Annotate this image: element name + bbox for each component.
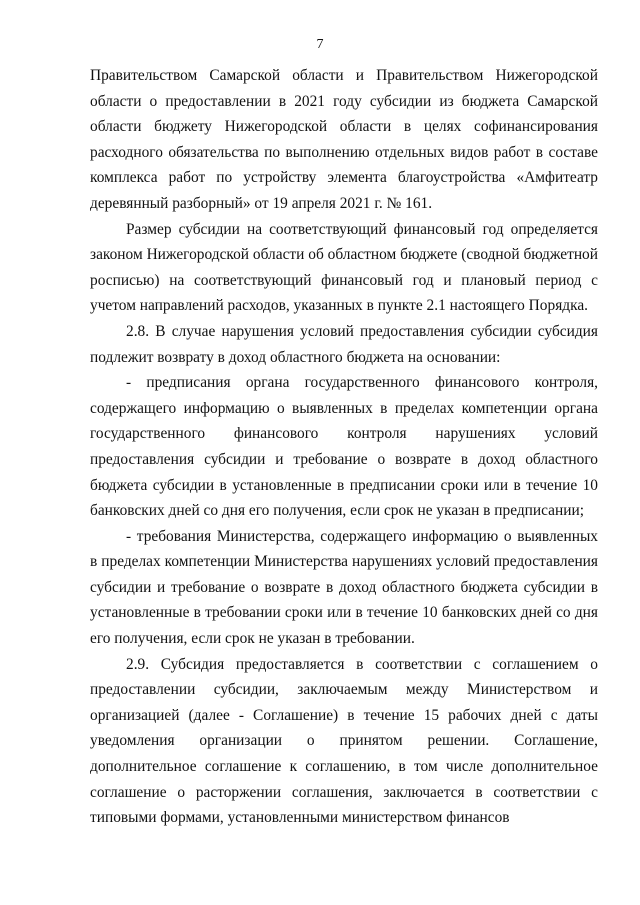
- list-item-prescription: - предписания органа государственного финансового контроля, содержащего информацию о выявленных в пределах компетенции органа государственного финансового контроля нарушениях условий предоставления субсидии и требование о возврате в доход областного бюджета субсидии в установленные в предписании сроки или в течение 10 банковских дней со дня его получения, если срок не указан в предписании;: [90, 374, 598, 520]
- paragraph-agreement-continuation: Правительством Самарской области и Правительством Нижегородской области о предоставлении в 2021 году субсидии из бюджета Самарской области бюджету Нижегородской области в целях софинансирования расходного обязательства по выполнению отдельных видов работ в составе комплекса работ по устройству элемента благоустройства «Амфитеатр деревянный разборный» от 19 апреля 2021 г. № 161.: [90, 67, 598, 212]
- paragraph-subsidy-amount: Размер субсидии на соответствующий финансовый год определяется законом Нижегородской области об областном бюджете (сводной бюджетной росписью) на соответствующий финансовый год и плановый период с учетом направлений расходов, указанных в пункте 2.1 настоящего Порядка.: [90, 220, 598, 315]
- paragraph-2-9: 2.9. Субсидия предоставляется в соответствии с соглашением о предоставлении субсидии, заключаемым между Министерством и организацией (далее - Соглашение) в течение 15 рабочих дней с даты уведомления организации о принятом решении. Соглашение, дополнительное соглашение к соглашению, в том числе дополнительное соглашение о расторжении соглашения, заключается в соответствии с типовыми формами, установленными министерством финансов: [90, 655, 598, 827]
- page-number: 7: [316, 37, 324, 52]
- paragraph-2-8: 2.8. В случае нарушения условий предоставления субсидии субсидия подлежит возврату в доход областного бюджета на основании:: [90, 322, 598, 366]
- document-body: [90, 63, 598, 831]
- list-item-ministry-requirement: - требования Министерства, содержащего информацию о выявленных в пределах компетенции Министерства нарушениях условий предоставления субсидии и требование о возврате в доход областного бюджета субсидии в установленные в требовании сроки или в течение 10 банковских дней со дня его получения, если срок не указан в требовании.: [90, 527, 598, 648]
